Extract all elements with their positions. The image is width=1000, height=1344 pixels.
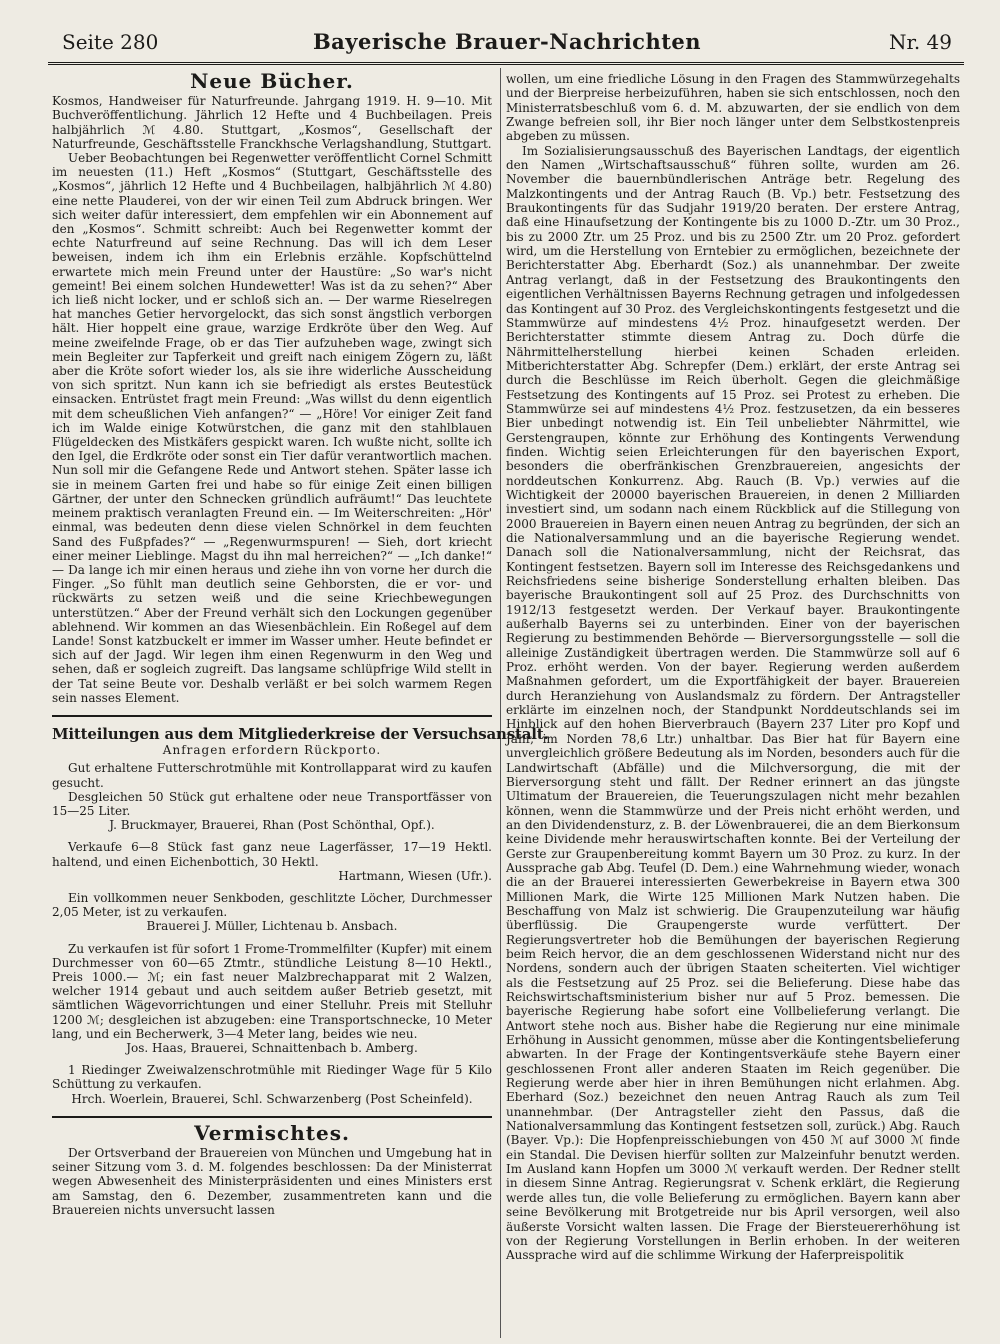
- section-heading-vermischtes: Vermischtes.: [194, 1120, 350, 1145]
- mitteilungen-subheading: Anfragen erfordern Rückporto.: [162, 743, 382, 758]
- section-heading-mitteilungen: Mitteilungen aus dem Mitgliederkreise der Versuchsanstalt.: [52, 724, 549, 743]
- ad-signature: Jos. Haas, Brauerei, Schnaittenbach b. Amberg.: [126, 1041, 418, 1055]
- section-heading-neue-buecher: Neue Bücher.: [190, 69, 354, 93]
- header-rule: [48, 62, 964, 65]
- article-paragraph: Im Sozialisierungsausschuß des Bayerischen Landtags, der eigentlich den Namen „Wirtschaftsausschuß“ führen sollte, wurden am 26. November die bauernbündlerischen Anträge betr. Regelung des Malzkontingents und der Antrag Rauch (B. Vp.) betr. Festsetzung des Braukontingents für das Sudjahr 1919/20 beraten. Der erstere Antrag, daß eine Hinaufsetzung der Kontingente bis zu 1000 D.-Ztr. um 30 Proz., bis zu 2000 Ztr. um 25 Proz. und bis zu 2500 Ztr. um 20 Proz. gefordert wird, um die Herstellung von Erntebier zu ermöglichen, bezeichnete der Berichterstatter Abg. Eberhardt (Soz.) als unannehmbar. Der zweite Antrag verlangt, daß in der Festsetzung des Braukontingents den eigentlichen Verhältnissen Bayerns Rechnung getragen und infolgedessen das Kontingent auf 30 Proz. des Vergleichskontingents festgesetzt und die Stammwürze auf mindestens 4½ Proz. hinaufgesetzt werden. Der Berichterstatter stimmte diesem Antrag zu. Doch dürfe die Nährmittelherstellung hierbei keinen Schaden erleiden. Mitberichterstatter Abg. Schrepfer (Dem.) erklärt, der erste Antrag sei durch die Beschlüsse im Reich überholt. Gegen die gleichmäßige Festsetzung des Kontingents auf 15 Proz. sei Protest zu erheben. Die Stammwürze sei auf mindestens 4½ Proz. festzusetzen, da ein besseres Bier unbedingt notwendig ist. Ein Teil unbeliebter Nährmittel, wie Gerstengraupen, könnte zur Erhöhung des Kontingents Verwendung finden. Wichtig seien Erleichterungen für den bayerischen Export, besonders die oberfränkischen Grenzbrauereien, angesichts der norddeutschen Konkurrenz. Abg. Rauch (B. Vp.) verwies auf die Wichtigkeit der 20000 bayerischen Brauereien, in denen 2 Milliarden investiert sind, um sodann nach einem Rückblick auf die Stillegung von 2000 Brauereien in Bayern einen neuen Antrag zu begründen, der sich an die Nationalversammlung und an die bayerische Regierung wendet. Danach soll die Nationalversammlung, nicht der Reichsrat, das Kontingent festsetzen. Bayern soll im Interesse des Reichsgedankens und Reichsfriedens seine bisherige Sonderstellung erhalten bleiben. Das bayerische Braukontingent soll auf 25 Proz. des Durchschnitts von 1912/13 festgesetzt werden. Der Verkauf bayer. Braukontingente außerhalb Bayerns sei zu unterbinden. Einer von der bayerischen Regierung zu bestimmenden Behörde — Bierversorgungsstelle — soll die alleinige Zuständigkeit übertragen werden. Die Stammwürze soll auf 6 Proz. erhöht werden. Von der bayer. Regierung werden außerdem Maßnahmen gefordert, um die Exportfähigkeit der bayer. Brauereien durch Heranziehung von Auslandsmalz zu fördern. Der Antragsteller erklärte im einzelnen noch, der Standpunkt Norddeutschlands sei im Hinblick auf den hohen Bierverbrauch (Bayern 237 Liter pro Kopf und Jahr, im Norden 78,6 Ltr.) unhaltbar. Das Bier hat für Bayern eine unvergleichlich größere Bedeutung als im Norden, besonders auch für die Landwirtschaft (Abfälle) und die Milchversorgung, die mit der Bierversorgung steht und fällt. Der Redner erinnert an das jüngste Ultimatum der Brauereien, die Teuerungszulagen nicht mehr bezahlen können, wenn die Stammwürze und der Preis nicht erhöht werden, und an den Dividendensturz, z. B. der Löwenbrauerei, die an dem Bierkonsum keine Dividende mehr herauswirtschaften konnte. Bei der Verteilung der Gerste zur Graupenbereitung kommt Bayern um 30 Proz. zu kurz. In der Aussprache gab Abg. Teufel (D. Dem.) eine Wahrnehmung wieder, wonach die an der Brauerei interessierten Gewerbekreise in Bayern etwa 300 Millionen Mark, die Wirte 125 Millionen Mark Nutzen haben. Die Beschaffung von Malz ist schwierig. Die Graupenzuteilung war häufig überflüssig. Die Graupengerste wurde verfüttert. Der Regierungsvertreter hob die Bemühungen der bayerischen Regierung beim Reich hervor, die an dem geschlossenen Widerstand nicht nur des Nordens, sondern auch der übrigen Staaten scheiterten. Viel wichtiger als die Festsetzung auf 25 Proz. sei die Belieferung. Diese habe das Reichswirtschaftsministerium bisher nur auf 5 Proz. bemessen. Die bayerische Regierung habe sofort eine Vollbelieferung verlangt. Die Antwort stehe noch aus. Bisher habe die Regierung nur eine minimale Erhöhung in Aussicht genommen, müsse aber die Kontingentsbelieferung abwarten. In der Frage der Kontingentsverkäufe stehe Bayern einer geschlossenen Front aller anderen Staaten im Reich gegenüber. Die Regierung werde aber hier in ihren Bemühungen nicht erlahmen. Abg. Eberhard (Soz.) bezeichnet den neuen Antrag Rauch als zum Teil unannehmbar. (Der Antragsteller zieht den Passus, daß die Nationalversammlung das Kontingent festsetzen soll, zurück.) Abg. Rauch (Bayer. Vp.): Die Hopfenpreisschiebungen von 450 ℳ auf 3000 ℳ finde ein Standal. Die Devisen hierfür sollten zur Malzeinfuhr benutzt werden. Im Ausland kann Hopfen um 3000 ℳ verkauft werden. Der Redner stellt in diesem Sinne Antrag. Regierungsrat v. Schenk erklärt, die Regierung werde alles tun, die volle Belieferung zu ermöglichen. Bayern kann aber seine Bevölkerung mit Brotgetreide nur bis April versorgen, weil also äußerste Vorsicht walten lassen. Die Frage der Biersteuererhöhung ist von der Regierung Vorstellungen in Berlin erhoben. In der weiteren Aussprache wird auf die schlimme Wirkung der Haferpreispolitik: [506, 143, 961, 1263]
- issue-number: Nr. 49: [888, 30, 952, 54]
- mitteilungen-section: [52, 724, 549, 1106]
- ad-text: 1 Riedinger Zweiwalzenschrotmühle mit Riedinger Wage für 5 Kilo Schüttung zu verkaufen.: [52, 1063, 492, 1092]
- ad-text: Ein vollkommen neuer Senkboden, geschlitzte Löcher, Durchmesser 2,05 Meter, ist zu verkaufen.: [52, 890, 492, 920]
- article-paragraph: wollen, um eine friedliche Lösung in den Fragen des Stammwürzegehalts und der Bierpreise herbeizuführen, haben sie sich entschlossen, noch den Ministerratsbeschluß vom 6. d. M. abzuwarten, der sie endlich von dem Zwange befreien soll, ihr Bier noch länger unter dem Selbstkostenpreis abgeben zu müssen.: [506, 72, 960, 144]
- ad-text: Verkaufe 6—8 Stück fast ganz neue Lagerfässer, 17—19 Hektl. haltend, und einen Eichenbottich, 30 Hektl.: [52, 840, 492, 869]
- newspaper-title: Bayerische Brauer-Nachrichten: [312, 29, 702, 54]
- right-column: [506, 72, 960, 1342]
- ad-text: Gut erhaltene Futterschrotmühle mit Kontrollapparat wird zu kaufen gesucht.: [52, 761, 492, 790]
- left-column: [52, 69, 549, 1340]
- ad-signature: Brauerei J. Müller, Lichtenau b. Ansbach.: [146, 919, 398, 934]
- column-separator: [500, 68, 501, 1338]
- ad-signature: J. Bruckmayer, Brauerei, Rhan (Post Schönthal, Opf.).: [109, 818, 435, 833]
- ad-text: Zu verkaufen ist für sofort 1 Frome-Trommelfilter (Kupfer) mit einem Durchmesser von 60—65 Ztmtr., stündliche Leistung 8—10 Hektl., Preis 1000.— ℳ; ein fast neuer Malzbrechapparat mit 2 Walzen, welcher 1914 gebaut und auch seitdem außer Betrieb gesetzt, mit sämtlichen Wägevorrichtungen und einer Stelluhr. Preis mit Stelluhr 1200 ℳ; desgleichen ist abzugeben: eine Transportschnecke, 10 Meter lang, und ein Becherwerk, 3—4 Meter lang, beides wie neu.: [52, 941, 492, 1041]
- ad-signature: Hrch. Woerlein, Brauerei, Schl. Schwarzenberg (Post Scheinfeld).: [71, 1091, 473, 1106]
- page-number: Seite 280: [62, 30, 159, 54]
- ad-signature: Hartmann, Wiesen (Ufr.).: [338, 868, 492, 883]
- section-divider: [52, 715, 492, 717]
- ad-text: Desgleichen 50 Stück gut erhaltene oder neue Transportfässer von 15—25 Liter.: [52, 789, 492, 818]
- book-review-body: Ueber Beobachtungen bei Regenwetter veröffentlicht Cornel Schmitt im neuesten (11.) Heft „Kosmos“ (Stuttgart, Geschäftsstelle des „Kosmos“, jährlich 12 Hefte und 4 Buchbeilagen, halbjährlich ℳ 4.80) eine nette Plauderei, von der wir einen Teil zum Abdruck bringen. Wer sich weiter dafür interessiert, dem empfehlen wir ein Abonnement auf den „Kosmos“. Schmitt schreibt: Auch bei Regenwetter kommt der echte Naturfreund auf seine Rechnung. Das will ich dem Leser beweisen, indem ich ihm ein Erlebnis erzähle. Kopfschüttelnd erwartete mich mein Freund unter der Haustüre: „So war's nicht gemeint! Bei einem solchen Hundewetter! Was ist da zu sehen?“ Aber ich ließ nicht locker, und er schloß sich an. — Der warme Rieselregen hat manches Getier hervorgelockt, das sich sonst ängstlich verborgen hält. Hier hoppelt eine graue, warzige Erdkröte über den Weg. Auf meine zweifelnde Frage, ob er das Tier aufzuheben wage, zwingt sich mein Begleiter zur Tapferkeit und greift nach einigem Zögern zu, läßt aber die Kröte sofort wieder los, als sie ihre widerliche Ausscheidung von sich spritzt. Nun kann ich sie befriedigt als erstes Beutestück einsacken. Entrüstet fragt mein Freund: „Was willst du denn eigentlich mit dem scheußlichen Vieh anfangen?“ — „Höre! Vor einiger Zeit fand ich im Walde einige Kotwürstchen, die ganz mit den stahlblauen Flügeldecken des Mistkäfers gespickt waren. Ich wußte nicht, sollte ich den Igel, die Erdkröte oder sonst ein Tier dafür verantwortlich machen. Nun soll mir die Gefangene Rede und Antwort stehen. Später lasse ich sie in meinem Garten frei und habe so für einige Zeit einen billigen Gärtner, der unter den Schnecken gründlich aufräumt!“ Das leuchtete meinem praktisch veranlagten Freund ein. — Im Weiterschreiten: „Hör' einmal, was bedeuten denn diese vielen Schnörkel in dem feuchten Sand des Fußpfades?“ — „Regenwurmspuren! — Sieh, dort kriecht einer meiner Lieblinge. Magst du ihn mal herreichen?“ — „Ich danke!“ — Da lange ich mir einen heraus und ziehe ihn von vorne her durch die Finger. „So fühlt man deutlich seine Gehborsten, die er vor- und rückwärts zu setzen weiß und die seine Kriechbewegungen unterstützen.“ Aber der Freund verhält sich den Lockungen gegenüber ablehnend. Wir kommen an das Wiesenbächlein. Ein Roßegel auf dem Lande! Sonst katzbuckelt er immer im Wasser umher. Heute befindet er sich auf der Jagd. Wir legen ihm einen Regenwurm in den Weg und sehen, daß er sogleich zugreift. Das langsame schlüpfrige Wild stellt in der Tat seine Beute vor. Deshalb verläßt er bei solch warmem Regen sein nasses Element.: [52, 151, 492, 705]
- section-divider: [52, 1116, 492, 1118]
- book-entry: Kosmos, Handweiser für Naturfreunde. Jahrgang 1919. H. 9—10. Mit Buchveröffentlichung. Jährlich 12 Hefte und 4 Buchbeilagen. Preis halbjährlich ℳ 4.80. Stuttgart, „Kosmos“, Gesellschaft der Naturfreunde, Geschäftsstelle Franckhsche Verlagshandlung, Stuttgart.: [52, 94, 492, 151]
- page-header: [62, 28, 952, 58]
- vermischtes-body: Der Ortsverband der Brauereien von München und Umgebung hat in seiner Sitzung vom 3. d. M. folgendes beschlossen: Da der Ministerrat wegen Abwesenheit des Ministerpräsidenten und eines Ministers erst am Samstag, den 6. Dezember, zusammentreten kann und die Brauereien nichts unversucht lassen: [52, 1146, 492, 1217]
